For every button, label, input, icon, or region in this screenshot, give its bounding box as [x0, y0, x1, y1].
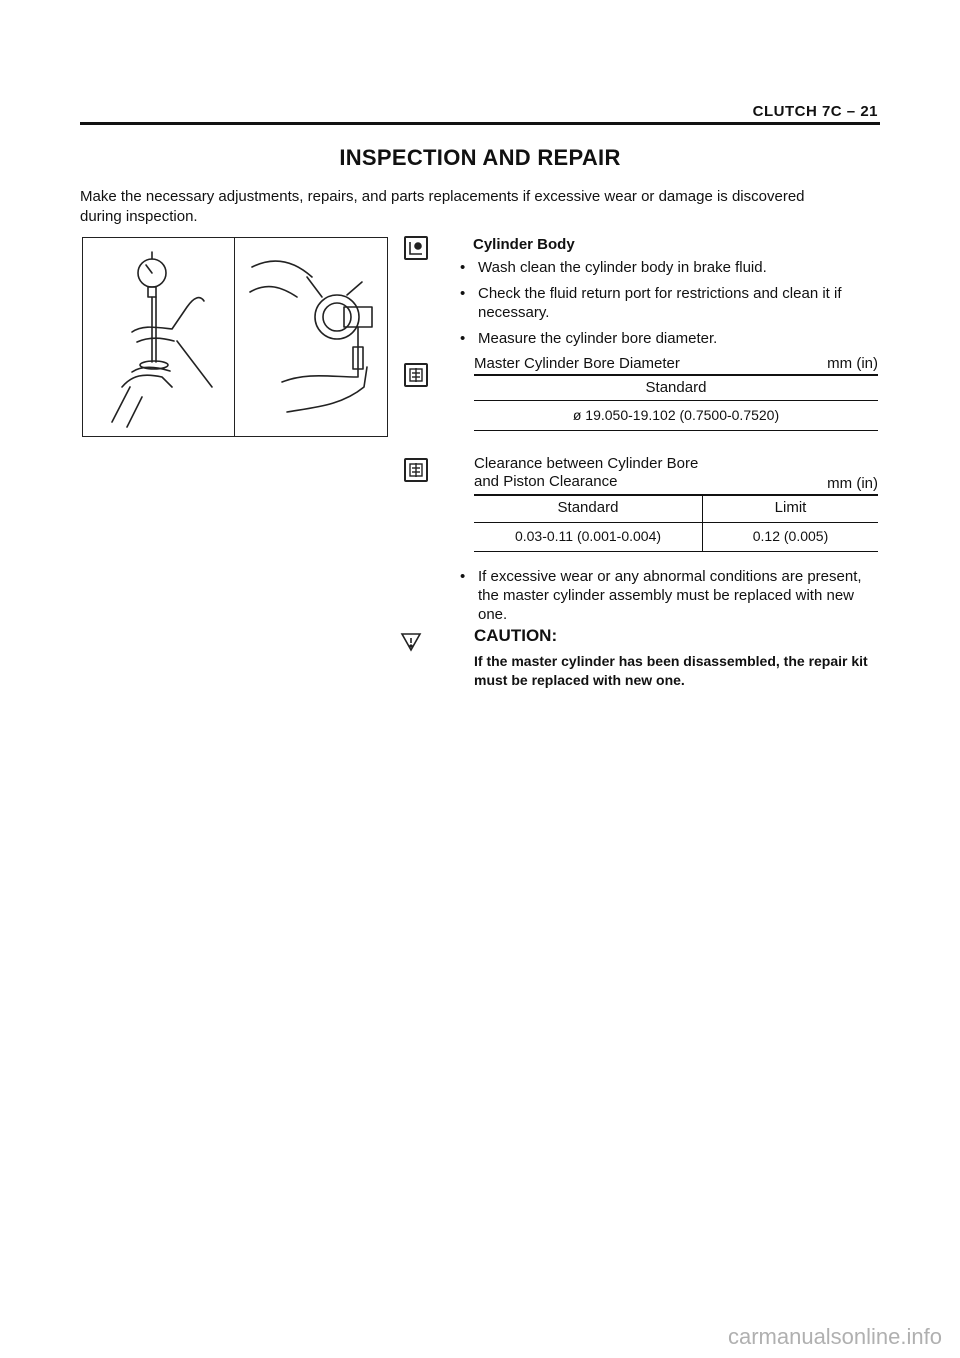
wear-note-text: • If excessive wear or any abnormal conditions are present, the master cylinder assembly must be replaced with new one.: [460, 567, 880, 624]
watermark: carmanualsonline.info: [727, 1324, 942, 1349]
clearance-table-unit: mm (in): [827, 475, 878, 492]
clearance-table-label-line2: and Piston Clearance: [474, 473, 618, 490]
clearance-table-label-line1: Clearance between Cylinder Bore: [474, 455, 699, 472]
clearance-header-standard: Standard: [557, 499, 619, 516]
bore-table-label: Master Cylinder Bore Diameter: [474, 355, 680, 372]
bore-gauge-and-micrometer-drawing: [82, 237, 388, 437]
intro-paragraph: Make the necessary adjustments, repairs, and parts replacements if excessive wear or damage is discovered during inspection.: [80, 188, 805, 225]
caution-icon: [400, 632, 422, 652]
step-check-return-port: • Check the fluid return port for restrictions and clean it if necessary.: [460, 284, 880, 322]
clearance-table-mid-rule: [474, 522, 878, 523]
clearance-table-bottom-rule: [474, 551, 878, 552]
caution-text: If the master cylinder has been disassembled, the repair kit must be replaced with new one.: [474, 653, 868, 688]
cylinder-body-heading: Cylinder Body: [473, 236, 575, 253]
page-title: INSPECTION AND REPAIR: [339, 145, 621, 170]
bore-table-top-rule: [474, 374, 878, 376]
page-header: CLUTCH 7C – 21: [752, 103, 878, 120]
step-measure-bore: • Measure the cylinder bore diameter.: [460, 329, 880, 348]
clearance-header-limit: Limit: [774, 499, 807, 516]
clearance-standard-value: 0.03-0.11 (0.001-0.004): [514, 528, 662, 544]
bore-table-header-standard: Standard: [645, 379, 707, 396]
bore-table-standard-value: ø 19.050-19.102 (0.7500-0.7520): [572, 407, 780, 423]
header-rule: [80, 122, 880, 125]
clearance-table-top-rule: [474, 494, 878, 496]
caution-heading: CAUTION:: [474, 626, 558, 645]
inspect-icon: [404, 236, 428, 260]
wear-note: [460, 567, 880, 631]
bore-table-unit: mm (in): [827, 355, 878, 372]
bore-table-bottom-rule: [474, 430, 878, 431]
measure-icon: [404, 363, 428, 387]
bore-table-mid-rule: [474, 400, 878, 401]
measure-icon-2: [404, 458, 428, 482]
step-wash: • Wash clean the cylinder body in brake fluid.: [460, 258, 880, 277]
cylinder-body-steps: [460, 258, 880, 355]
clearance-limit-value: 0.12 (0.005): [752, 528, 829, 544]
clearance-table-column-divider: [702, 496, 703, 551]
